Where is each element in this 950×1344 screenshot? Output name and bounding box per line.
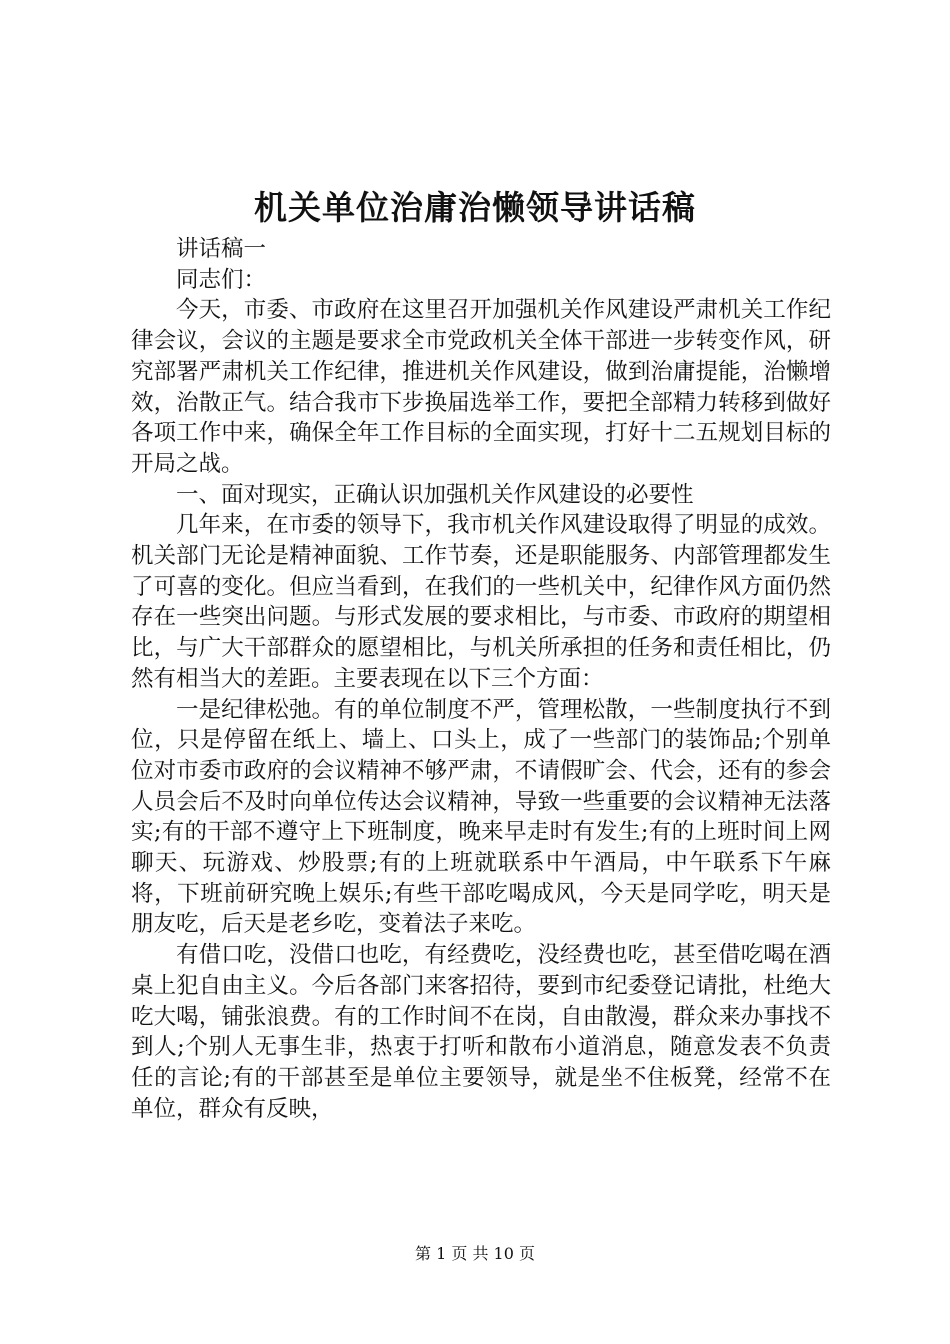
- paragraph-achievements: 几年来，在市委的领导下，我市机关作风建设取得了明显的成效。机关部门无论是精神面貌、工作节奏，还是职能服务、内部管理都发生了可喜的变化。但应当看到，在我们的一些机关中，纪律作风方面仍然存在一些突出问题。与形式发展的要求相比，与市委、市政府的期望相比，与广大干部群众的愿望相比，与机关所承担的任务和责任相比，仍然有相当大的差距。主要表现在以下三个方面：: [131, 512, 831, 692]
- paragraph-excuses: 有借口吃，没借口也吃，有经费吃，没经费也吃，甚至借吃喝在酒桌上犯自由主义。今后各部门来客招待，要到市纪委登记请批，杜绝大吃大喝，铺张浪费。有的工作时间不在岗，自由散漫，群众来办事找不到人;个别人无事生非，热衷于打听和散布小道消息，随意发表不负责任的言论;有的干部甚至是单位主要领导，就是坐不住板凳，经常不在单位，群众有反映，: [131, 942, 831, 1122]
- document-body: [131, 234, 831, 1124]
- paragraph-salutation: 同志们：: [176, 266, 267, 293]
- document-title: 机关单位治庸治懒领导讲话稿: [254, 188, 696, 227]
- paragraph-discipline: 一是纪律松弛。有的单位制度不严，管理松散，一些制度执行不到位，只是停留在纸上、墙上、口头上，成了一些部门的装饰品;个别单位对市委市政府的会议精神不够严肃，不请假旷会、代会，还有的参会人员会后不及时向单位传达会议精神，导致一些重要的会议精神无法落实;有的干部不遵守上下班制度，晚来早走时有发生;有的上班时间上网聊天、玩游戏、炒股票;有的上班就联系中午酒局，中午联系下午麻将，下班前研究晚上娱乐;有些干部吃喝成风，今天是同学吃，明天是朋友吃，后天是老乡吃，变着法子来吃。: [131, 696, 831, 938]
- section-heading-1: 一、面对现实，正确认识加强机关作风建设的必要性: [176, 481, 694, 508]
- paragraph-heading-speech-one: 讲话稿一: [176, 236, 267, 262]
- paragraph-intro: 今天，市委、市政府在这里召开加强机关作风建设严肃机关工作纪律会议，会议的主题是要求全市党政机关全体干部进一步转变作风，研究部署严肃机关工作纪律，推进机关作风建设，做到治庸提能，治懒增效，治散正气。结合我市下步换届选举工作，要把全部精力转移到做好各项工作中来，确保全年工作目标的全面实现，打好十二五规划目标的开局之战。: [131, 297, 831, 477]
- page-footer: 第 1 页 共 10 页: [415, 1244, 535, 1263]
